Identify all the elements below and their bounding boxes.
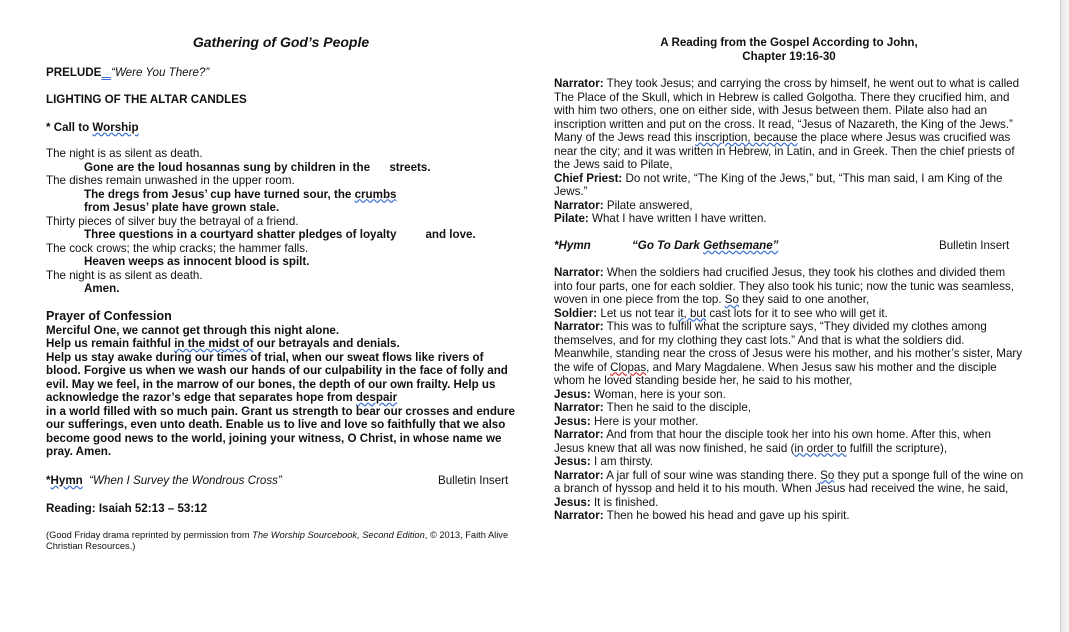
line-text: Then he bowed his head and gave up his spirit. [603, 509, 850, 522]
hymn-title: “When I Survey the Wondrous Cross” [82, 474, 282, 487]
line-text: What I have written I have written. [588, 212, 767, 225]
narrator-paragraph [554, 266, 1024, 307]
hymn-label: Hymn [50, 474, 83, 487]
line-text: cast lots for it to see who will get it. [706, 306, 888, 320]
line-text: the place where Jesus was crucified was near the city; and it was written in Hebrew, in Latin, and in Greek. Then the chief priests of the Jews said to Pilate, [554, 131, 1015, 171]
confession-paragraph [46, 351, 521, 405]
call-word: Worship [92, 121, 139, 134]
speaker: Jesus: [554, 495, 591, 509]
confession-paragraph: in a world filled with so much pain. Grant us strength to bear our crosses and endure our sufferings, even unto death. Enable us to live and love so faithfully that we also become good news to the world, joining your witness, O Christ, in whose name we pray. Amen. [46, 404, 515, 458]
hymn-insert: Bulletin Insert [438, 474, 509, 487]
credit-note [46, 530, 521, 552]
dialogue-line [554, 199, 1024, 213]
line-text: they put a sponge full of the wine on a branch of hyssop and held it to his mouth. When Jesus had received the wine, he said, [554, 468, 1024, 495]
speaker: Pilate: [554, 212, 589, 225]
prelude-piece: “Were You There?” [111, 66, 210, 79]
confession-line [46, 337, 521, 351]
confession-text: Help us stay awake during our times of trial, when our sweat flows like rivers of blood. Forgive us when we wash our hands of our culpability in the face of folly and evil. May we feel, in the marrow of our bones, the depth of our own frailty. Help us acknowledge the razor’s edge that separates hope from [46, 350, 508, 404]
narrator-paragraph [554, 428, 1024, 455]
line-text: it, but [677, 306, 707, 320]
line-text: fulfill the scripture), [846, 441, 948, 455]
line-text: Clopas [610, 360, 647, 374]
line-text: Woman, here is your son. [590, 387, 726, 401]
line-text: Then he said to the disciple, [603, 401, 751, 414]
litany-response: from Jesus’ plate have grown stale. [84, 201, 280, 214]
litany-response: Gone are the loud hosannas sung by children in the streets. [84, 160, 431, 174]
line-text: They took Jesus; and carrying the cross by himself, he went out to what is called The Place of the Skull, which in Hebrew is called Golgotha. There they crucified him, and with him two others, one on either side, with Jesus between them. Pilate also had an inscription written and put on the cross. It read, “Jesus of Nazareth, the King of the Jews.” Many of the Jews read this [554, 77, 1020, 144]
dialogue-line [554, 388, 1024, 402]
line-text: Here is your mother. [590, 414, 699, 428]
litany-line: The night is as silent as death. [46, 268, 203, 282]
line-text: A jar full of sour wine was standing there. [603, 468, 821, 482]
line-text: So [724, 293, 739, 306]
litany [46, 147, 521, 296]
confession-text: despair [355, 391, 398, 404]
page-title: Gathering of God’s People [192, 34, 370, 50]
dialogue-line [554, 496, 1024, 510]
narrator-paragraph [554, 320, 1024, 388]
prelude-gap [101, 66, 111, 79]
speaker: Chief Priest: [554, 171, 623, 185]
dialogue-line [554, 415, 1024, 429]
dialogue-line [554, 307, 1024, 321]
gospel-heading-2: Chapter 19:16-30 [742, 50, 836, 63]
page-edge [1060, 0, 1069, 632]
hymn-line [46, 474, 282, 488]
dialogue-line [554, 509, 1024, 523]
right-hymn-label: *Hymn [554, 239, 591, 252]
line-text: Do not write, “The King of the Jews,” but, “This man said, I am King of the Jews.” [554, 171, 1003, 198]
litany-text: crumbs [354, 187, 397, 201]
speaker: Soldier: [554, 306, 598, 320]
litany-text: The dregs from Jesus’ cup have turned sour, the [84, 187, 355, 201]
line-text: This was to fulfill what the scripture says, “They divided my clothes among themselves, and for my clothing they cast lots.” And that is what the soldiers did. Meanwhile, standing near the cross of Jesus were his mother, and his mother’s sister, Mary the wife of [554, 320, 1023, 374]
narrator-paragraph [554, 77, 1024, 172]
prelude-line [46, 66, 209, 80]
litany-response [46, 188, 521, 202]
confession-text: our betrayals and denials. [253, 337, 400, 350]
speaker: Jesus: [554, 455, 591, 468]
litany-response: Amen. [84, 282, 120, 295]
speaker: Narrator: [554, 509, 604, 522]
speaker: Narrator: [554, 468, 604, 482]
line-text: I am thirsty. [590, 455, 654, 468]
confession-text: Help us remain faithful [46, 337, 175, 350]
line-text: Pilate answered, [603, 198, 693, 212]
speaker: Narrator: [554, 77, 604, 90]
reading-part-2 [554, 266, 1024, 523]
dialogue-line [554, 455, 1024, 469]
confession-text: in the midst of [174, 337, 254, 350]
line-text: Let us not tear [597, 306, 678, 320]
litany-line: The dishes remain unwashed in the upper room. [46, 174, 295, 187]
hymn-title-text: “Go To Dark [632, 239, 704, 252]
speaker: Narrator: [554, 428, 604, 441]
speaker: Jesus: [554, 387, 591, 401]
right-hymn-insert: Bulletin Insert [939, 239, 1010, 252]
call-to-worship-heading [46, 121, 139, 135]
line-text: So [820, 468, 835, 482]
speaker: Jesus: [554, 414, 591, 428]
dialogue-line [554, 212, 1024, 226]
credit-book: The Worship Sourcebook, Second Edition [252, 530, 425, 540]
line-text: It is finished. [590, 495, 659, 509]
credit-text: , © 2013, Faith Alive Christian Resources.) [46, 530, 509, 551]
dialogue-line [554, 401, 1024, 415]
prelude-label: PRELUDE [46, 66, 102, 79]
reading-heading: Reading: Isaiah 52:13 – 53:12 [46, 502, 208, 515]
candles-heading: LIGHTING OF THE ALTAR CANDLES [46, 93, 247, 106]
litany-response: Three questions in a courtyard shatter pledges of loyalty and love. [84, 228, 476, 241]
prayer-of-confession [46, 310, 521, 459]
credit-text: (Good Friday drama reprinted by permission from [46, 530, 253, 540]
speaker: Narrator: [554, 198, 604, 212]
call-prefix: * Call to [46, 121, 93, 134]
line-text: When the soldiers had crucified Jesus, they took his clothes and divided them into four parts, one for each soldier. They also took his tunic; now the tunic was seamless, woven in one piece from the top. [554, 266, 1014, 306]
litany-line: The cock crows; the whip cracks; the hammer falls. [46, 241, 309, 255]
confession-line: Merciful One, we cannot get through this night alone. [46, 323, 340, 337]
litany-line: Thirty pieces of silver buy the betrayal of a friend. [46, 214, 299, 228]
reading-part-1 [554, 77, 1024, 226]
line-text: in order to [794, 441, 847, 455]
narrator-paragraph [554, 469, 1024, 496]
speaker: Narrator: [554, 266, 604, 279]
line-text: And from that hour the disciple took her into his own home. After this, when Jesus knew that all was now finished, he said ( [554, 428, 991, 455]
right-hymn-title [632, 239, 778, 253]
dialogue-line [554, 172, 1024, 199]
litany-response: Heaven weeps as innocent blood is spilt. [84, 255, 310, 268]
confession-heading: Prayer of Confession [46, 309, 172, 323]
line-text: they said to one another, [738, 293, 870, 306]
line-text: inscription, because [695, 131, 798, 144]
gospel-heading-1: A Reading from the Gospel According to John, [660, 36, 918, 49]
speaker: Narrator: [554, 320, 604, 333]
line-text: , and Mary Magdalene. When Jesus saw his mother and the disciple whom he loved standing beside her, he said to his mother, [554, 360, 997, 387]
hymn-star: * [46, 474, 51, 487]
speaker: Narrator: [554, 401, 604, 414]
litany-line: The night is as silent as death. [46, 147, 203, 160]
hymn-title-text: Gethsemane” [703, 239, 779, 252]
